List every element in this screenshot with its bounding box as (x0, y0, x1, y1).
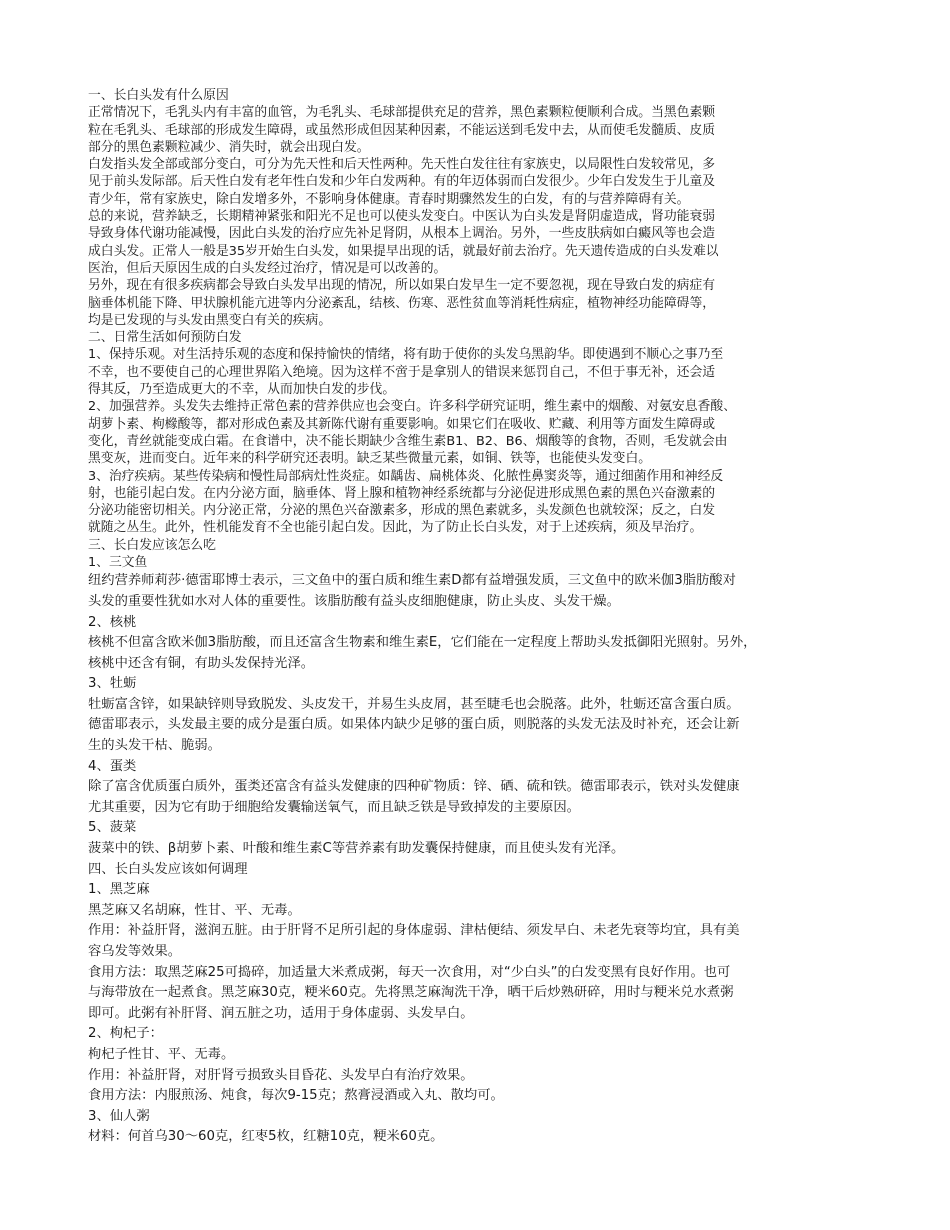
text-block-diet-and-remedies: 纽约营养师莉莎·德雷耶博士表示，三文鱼中的蛋白质和维生素D都有益增强发质，三文鱼中的欧米伽3脂肪酸对 头发的重要性犹如水对人体的重要性。该脂肪酸有益头皮细胞健康，防止头皮、头发干燥。 2、核桃 核桃不但富含欧米伽3脂肪酸，而且还富含生物素和维生素E，它们能在一定程度上帮助头发抵御阳光照射。另外， 核桃中还含有铜，有助头发保持光泽。 3、牡蛎 牡蛎富含锌，如果缺锌则导致脱发、头皮发干，并易生头皮屑，甚至睫毛也会脱落。此外，牡蛎还富含蛋白质。 德雷耶表示，头发最主要的成分是蛋白质。如果体内缺少足够的蛋白质，则脱落的头发无法及时补充，还会让新 生的头发干枯、脆弱。 4、蛋类 除了富含优质蛋白质外，蛋类还富含有益头发健康的四种矿物质：锌、硒、硫和铁。德雷耶表示，铁对头发健康 尤其重要，因为它有助于细胞给发囊输送氧气，而且缺乏铁是导致掉发的主要原因。 5、菠菜 菠菜中的铁、β胡萝卜素、叶酸和维生素C等营养素有助发囊保持健康，而且使头发有光泽。 四、长白头发应该如何调理 1、黑芝麻 黑芝麻又名胡麻，性甘、平、无毒。 作用：补益肝肾，滋润五脏。由于肝肾不足所引起的身体虚弱、津枯便结、须发早白、未老先衰等均宜，具有美 容乌发等效果。 食用方法：取黑芝麻25可捣碎，加适量大米煮成粥，每天一次食用，对“少白头”的白发变黑有良好作用。也可 与海带放在一起煮食。黑芝麻30克，粳米60克。先将黑芝麻淘洗干净，晒干后炒熟研碎，用时与粳米兑水煮粥 即可。此粥有补肝肾、润五脏之功，适用于身体虚弱、头发早白。 2、枸杞子： 枸杞子性甘、平、无毒。 作用：补益肝肾，对肝肾亏损致头目昏花、头发早白有治疗效果。 食用方法：内服煎汤、炖食，每次9-15克；熬膏浸酒或入丸、散均可。 3、仙人粥 材料：何首乌30～60克，红枣5枚，红糖10克，粳米60克。 (88, 573, 757, 1145)
text-block-causes-and-prevention: 一、长白头发有什么原因 正常情况下，毛乳头内有丰富的血管，为毛乳头、毛球部提供充足的营养，黑色素颗粒便顺利合成。当黑色素颗 粒在毛乳头、毛球部的形成发生障碍，或虽然形成但因某种因素，不能运送到毛发中去，从而使毛发髓质、皮质 部分的黑色素颗粒减少、消失时，就会出现白发。 白发指头发全部或部分变白，可分为先天性和后天性两种。先天性白发往往有家族史，以局限性白发较常见，多 见于前头发际部。后天性白发有老年性白发和少年白发两种。有的年迈体弱而白发很少。少年白发发生于儿童及 青少年，常有家族史，除白发增多外，不影响身体健康。青春时期骤然发生的白发，有的与营养障碍有关。 总的来说，营养缺乏，长期精神紧张和阳光不足也可以使头发变白。中医认为白头发是肾阴虚造成，肾功能衰弱 导致身体代谢功能减慢，因此白头发的治疗应先补足肾阴，从根本上调治。另外，一些皮肤病如白癜风等也会造 成白头发。正常人一般是35岁开始生白头发，如果提早出现的话，就最好前去治疗。先天遗传造成的白头发难以 医治，但后天原因生成的白头发经过治疗，情况是可以改善的。 另外，现在有很多疾病都会导致白头发早出现的情况，所以如果白发早生一定不要忽视，现在导致白发的病症有 脑垂体机能下降、甲状腺机能亢进等内分泌紊乱，结核、伤寒、恶性贫血等消耗性病症，植物神经功能障碍等， 均是已发现的与头发由黑变白有关的疾病。 二、日常生活如何预防白发 1、保持乐观。对生活持乐观的态度和保持愉快的情绪，将有助于使你的头发乌黑韵华。即使遇到不顺心之事乃至 不幸，也不要使自己的心理世界陷入绝境。因为这样不啻于是拿别人的错误来惩罚自己，不但于事无补，还会适 得其反，乃至造成更大的不幸，从而加快白发的步伐。 2、加强营养。头发失去维持正常色素的营养供应也会变白。许多科学研究证明，维生素中的烟酸、对氨安息香酸、 胡萝卜素、枸橼酸等，都对形成色素及其新陈代谢有重要影响。如果它们在吸收、贮藏、利用等方面发生障碍或 变化，青丝就能变成白霜。在食谱中，决不能长期缺少含维生素B1、B2、B6、烟酸等的食物，否则，毛发就会由 黑变灰，进而变白。近年来的科学研究还表明。缺乏某些微量元素，如铜、铁等，也能使头发变白。 3、治疗疾病。某些传染病和慢性局部病灶性炎症。如龋齿、扁桃体炎、化脓性鼻窦炎等，通过细菌作用和神经反 射，也能引起白发。在内分泌方面，脑垂体、肾上腺和植物神经系统都与分泌促进形成黑色素的黑色兴奋激素的 分泌功能密切相关。内分泌正常，分泌的黑色兴奋激素多，形成的黑色素就多，头发颜色也就较深；反之，白发 就随之丛生。此外，性机能发育不全也能引起白发。因此，为了防止长白头发，对于上述疾病，须及早治疗。 三、长白发应该怎么吃 1、三文鱼 (88, 88, 736, 571)
